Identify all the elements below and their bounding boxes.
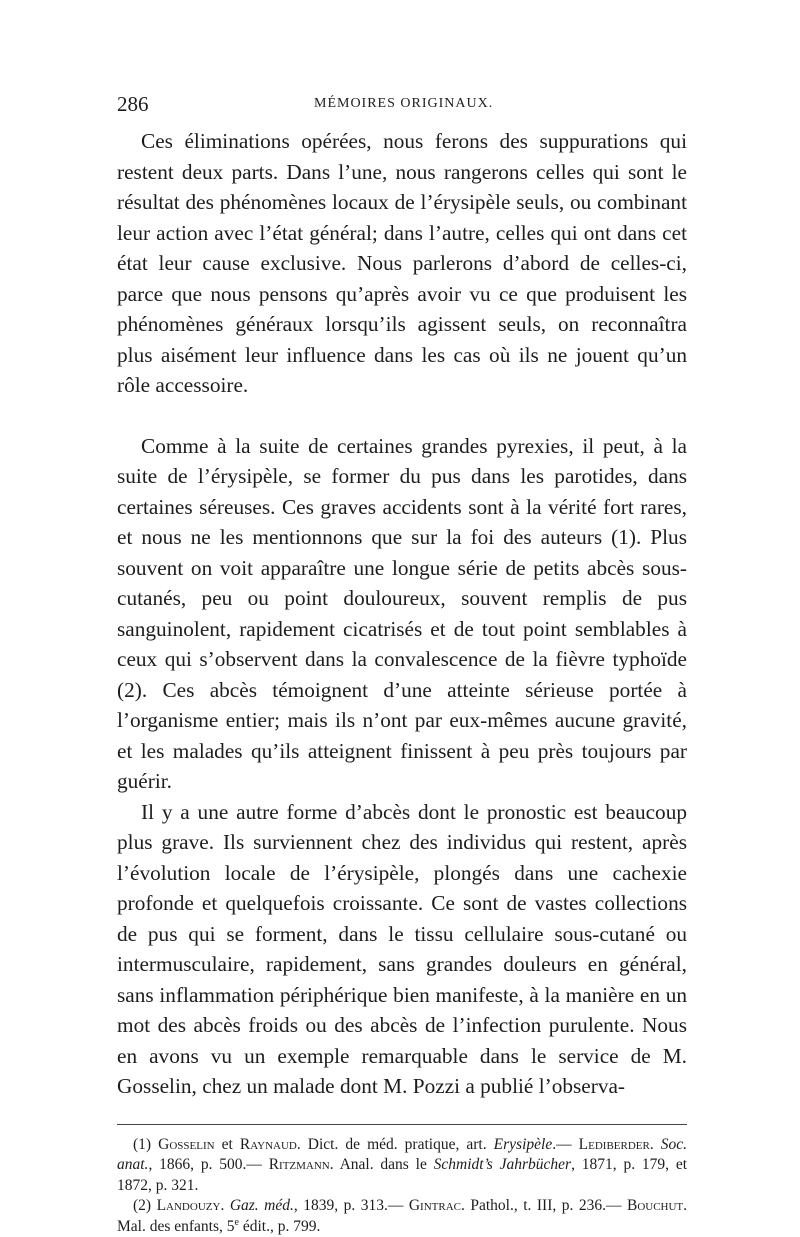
footnote-marker: (1) [133,1135,152,1153]
running-title: MÉMOIRES ORIGINAUX. [314,96,494,111]
footnote-marker: (2) [133,1197,152,1214]
footnote-text: . Dict. de méd. pratique, art. [296,1135,494,1153]
footnote-1 [117,1135,687,1197]
author-name: Landouzy [156,1197,221,1214]
page-number: 286 [117,92,149,116]
footnote-text: édit., p. 799. [238,1217,321,1235]
footnote-text: , 1839, p. 313.— [293,1197,409,1214]
book-page [117,92,687,1237]
footnote-text: et [214,1135,240,1153]
page-header [117,92,687,126]
work-title: Schmidt’s Jahrbücher [433,1156,572,1173]
footnote-text: . Mal. des enfants, 5 [117,1197,688,1235]
footnote-text: , 1866, p. 500.— [148,1156,269,1173]
author-name: Lediberder [578,1135,650,1153]
author-name: Gosselin [158,1135,215,1153]
footnote-text: , 1871, p. 179, et 1872, p. 321. [117,1156,688,1194]
author-name: Bouchut [626,1197,684,1214]
footnote-text: . [220,1197,230,1214]
footnote-2 [117,1196,687,1237]
work-title: Erysipèle [493,1135,553,1153]
footnote-divider [117,1124,687,1125]
author-name: Gintrac [408,1197,461,1214]
footnote-text: .— [552,1135,579,1153]
paragraph-1: Ces éliminations opérées, nous ferons des suppurations qui restent deux parts. Dans l’une, nous rangerons celles qui sont le résultat des phénomènes locaux de l’érysipèle seuls, ou combinant leur action avec l’état général; dans l’autre, celles qui ont dans cet état leur cause exclusive. Nous parlerons d’abord de celles-ci, parce que nous pensons qu’après avoir vu ce que produisent les phénomènes généraux lorsqu’ils agissent seuls, on reconnaîtra plus aisément leur influence dans les cas où ils ne jouent qu’un rôle accessoire. [117,129,687,397]
author-name: Ritzmann [268,1156,330,1173]
paragraph-2: Comme à la suite de certaines grandes pyrexies, il peut, à la suite de l’érysipèle, se former du pus dans les parotides, dans certaines séreuses. Ces graves accidents sont à la vérité fort rares, et nous ne les mentionnons que sur la foi des auteurs (1). Plus souvent on voit apparaître une longue série de petits abcès sous-cutanés, peu ou point douloureux, souvent remplis de pus sanguinolent, rapidement cicatrisés et de tout point semblables à ceux qui s’observent dans la convalescence de la fièvre typhoïde (2). Ces abcès témoignent d’une atteinte sérieuse portée à l’organisme entier; mais ils n’ont par eux-mêmes aucune gravité, et les malades qu’ils atteignent finissent à peu près toujours par guérir. [117,433,687,793]
footnote-text: . [649,1135,661,1153]
footnote-text: . Anal. dans le [329,1156,434,1173]
superscript: e [234,1216,239,1228]
footnote-text: . Pathol., t. III, p. 236.— [460,1197,627,1214]
paragraph-3: Il y a une autre forme d’abcès dont le pronostic est beaucoup plus grave. Ils surviennent chez des individus qui restent, après l’évolution locale de l’érysipèle, plongés dans une cachexie profonde et quelquefois croissante. Ce sont de vastes collections de pus qui se forment, dans le tissu cellulaire sous-cutané ou intermusculaire, rapidement, sans grandes douleurs en général, sans inflammation périphérique bien manifeste, à la manière en un mot des abcès froids ou des abcès de l’infection purulente. Nous en avons vu un exemple remarquable dans le service de M. Gosselin, chez un malade dont M. Pozzi a publié l’observa- [117,799,687,1098]
author-name: Raynaud [239,1135,297,1153]
work-title: Gaz. méd. [229,1197,294,1214]
body-text [117,126,687,1102]
work-title: Soc. anat. [117,1135,688,1173]
